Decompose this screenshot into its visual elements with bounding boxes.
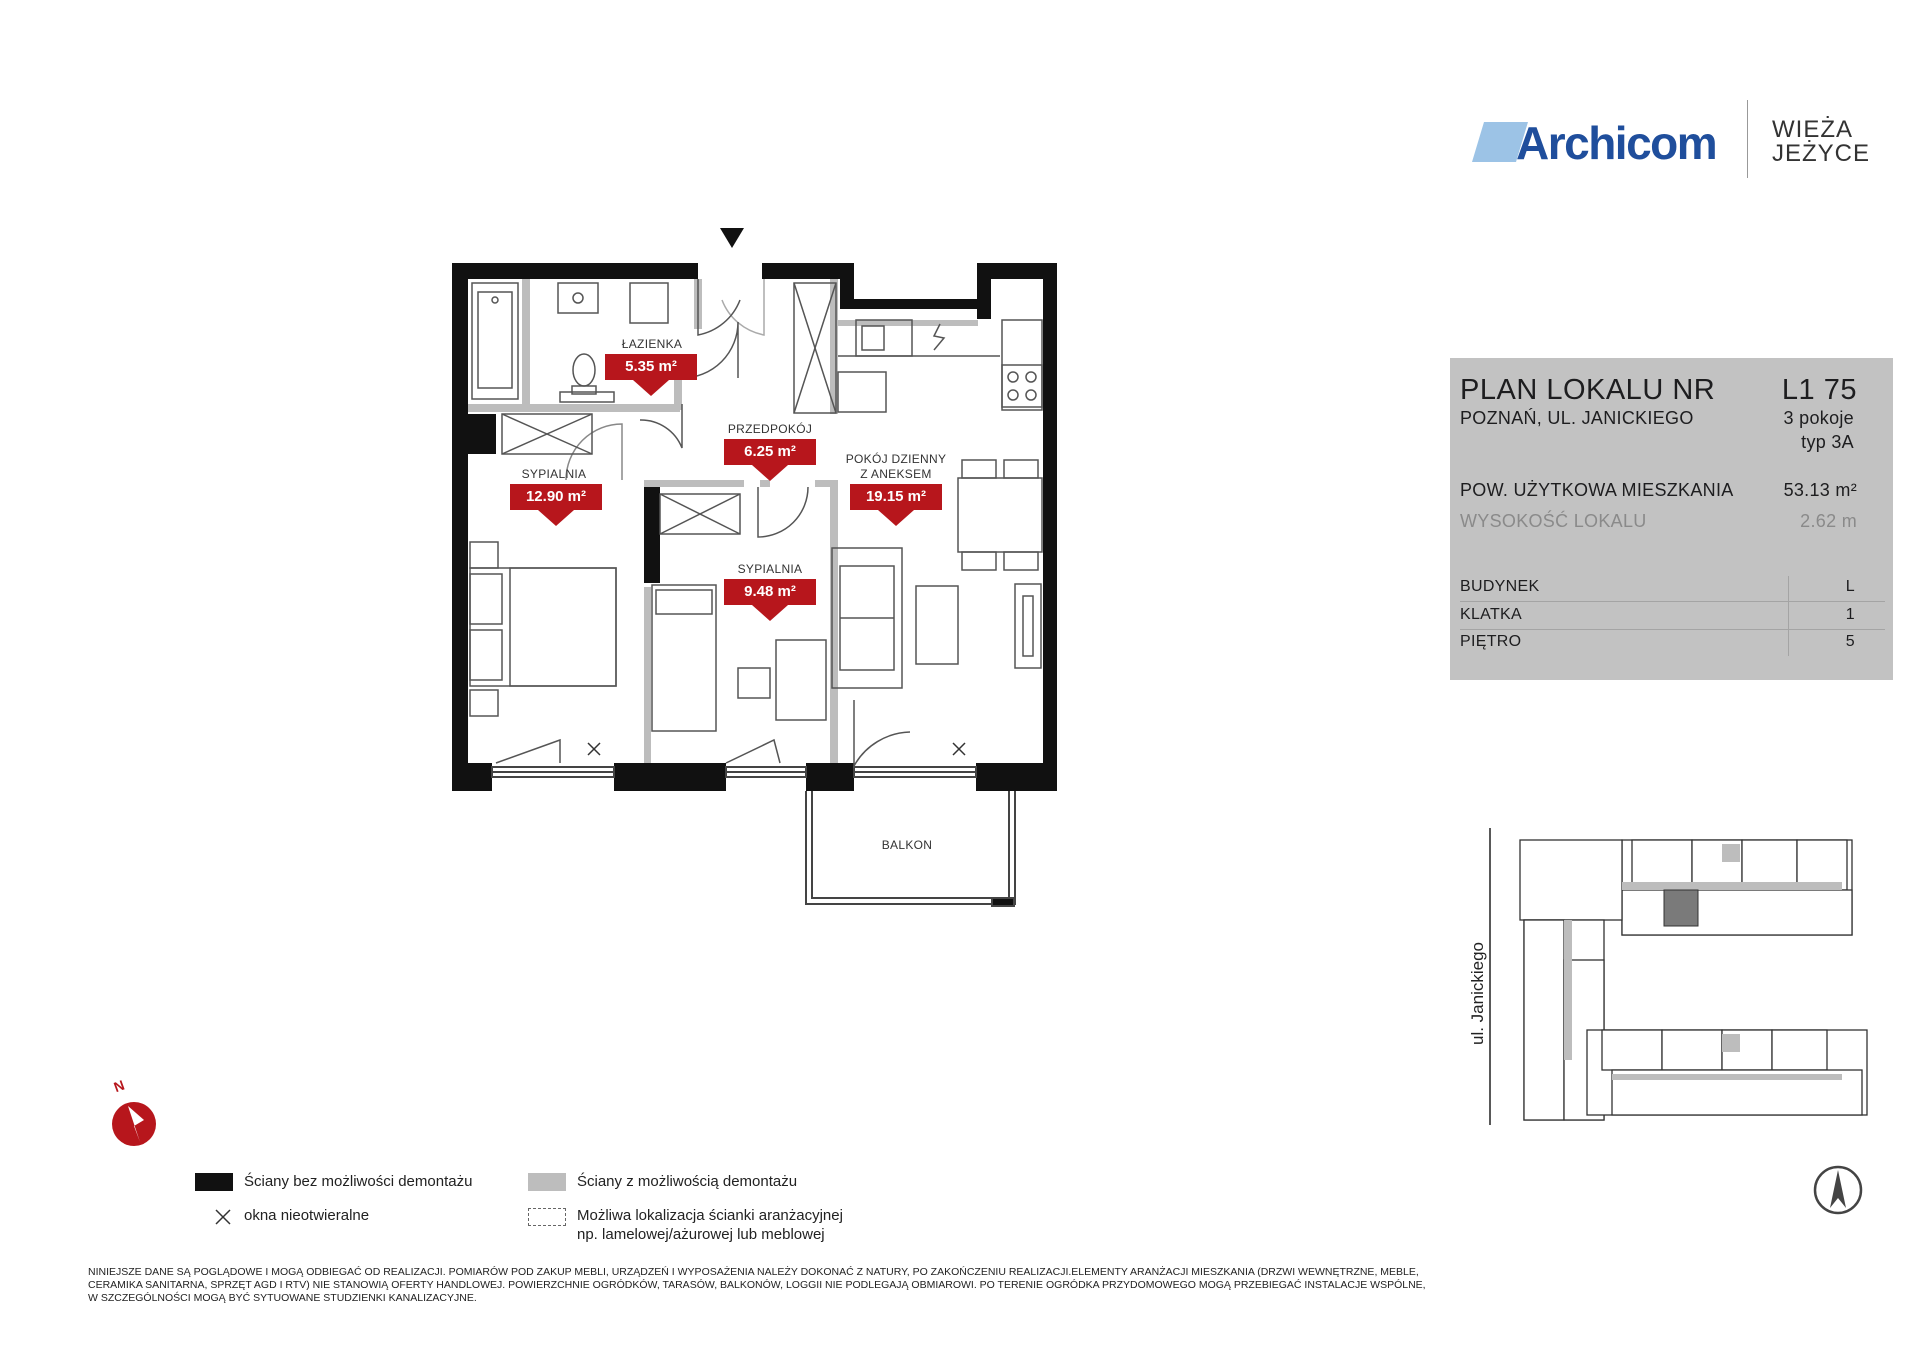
north-arrow-icon [108, 1088, 168, 1148]
compass [108, 1078, 168, 1148]
room-label-bathroom: ŁAZIENKA [621, 337, 683, 351]
legend-partition-line-1: Możliwa lokalizacja ścianki aranżacyjnej [577, 1207, 843, 1224]
room-label-bedroom-1: SYPIALNIA [521, 467, 587, 481]
legend-swatch-removable-walls [528, 1173, 566, 1191]
apartment-info-panel [1450, 358, 1893, 680]
floor-value: 5 [1845, 633, 1855, 650]
area-tag-bathroom: 5.35 m² [605, 354, 697, 380]
room-count: 3 pokoje [1783, 408, 1854, 428]
bedroom2-furniture [652, 585, 826, 731]
investment-line-2: JEŻYCE [1772, 140, 1871, 167]
kitchen [838, 320, 1042, 412]
legend-removable-walls: Ściany z możliwością demontażu [577, 1173, 798, 1190]
plan-title: PLAN LOKALU NR [1460, 374, 1716, 406]
site-north-arrow-icon [1812, 1164, 1864, 1216]
legend-fixed-walls: Ściany bez możliwości demontażu [244, 1173, 473, 1190]
building-value: L [1845, 578, 1855, 595]
usable-area-value: 53.13 m² [1783, 480, 1857, 500]
area-tag-hall: 6.25 m² [724, 439, 816, 465]
area-tag-bedroom-1: 12.90 m² [510, 484, 602, 510]
apartment-type: typ 3A [1801, 432, 1854, 452]
logo-divider [1747, 100, 1748, 178]
height-label: WYSOKOŚĆ LOKALU [1460, 511, 1647, 531]
brand-name: Archicom [1516, 117, 1717, 169]
room-label-living-2: Z ANEKSEM [860, 467, 932, 481]
building-label: BUDYNEK [1460, 578, 1540, 595]
address: POZNAŃ, UL. JANICKIEGO [1460, 408, 1694, 428]
investment-name [1772, 118, 1870, 166]
area-tag-bedroom-2: 9.48 m² [724, 579, 816, 605]
disclaimer: NINIEJSZE DANE SĄ POGLĄDOWE I MOGĄ ODBIEGAĆ OD REALIZACJI. POMIARÓW POD ZAKUP MEBLI, URZĄDZEŃ I WYPOSAŻENIA NALEŻY DOKONAĆ Z NATURY, PO ZAKOŃCZENIU REALIZACJI.ELEMENTY ARANŻACJI MIESZKANIA (DRZWI WEWNĘTRZNE, MEBLE, CERAMIKA SANITARNA, SPRZĘT AGD I RTV) NIE STANOWIĄ OFERTY HANDLOWEJ. POWIERZCHNIE OGRÓDKÓW, TARASÓW, BALKONÓW, LOGGII NIE PODLEGAJĄ OBMIAROWI. PO TERENIE OGRÓDKA PRZYDOMOWEGO MOGĄ PRZEBIEGAĆ INSTALACJE WSPÓLNE, W SZCZEGÓLNOŚCI MOGĄ BYĆ SYTUOWANE STUDZIENKI KANALIZACYJNE. [88, 1266, 1426, 1304]
non-openable-window-icon [214, 1208, 232, 1226]
entrance-arrow-icon [720, 228, 744, 248]
legend-swatch-partition [528, 1208, 566, 1226]
floor-label: PIĘTRO [1460, 633, 1522, 650]
street-label: ul. Janickiego [1468, 941, 1487, 1045]
room-label-hall: PRZEDPOKÓJ [727, 422, 813, 436]
logo [1472, 118, 1872, 178]
apartment-number: L1 75 [1781, 374, 1857, 406]
windows [492, 767, 976, 777]
height-value: 2.62 m [1800, 511, 1857, 531]
legend-swatch-fixed-walls [195, 1173, 233, 1191]
room-label-living-1: POKÓJ DZIENNY [845, 452, 947, 466]
legend-fixed-windows: okna nieotwieralne [244, 1207, 370, 1224]
panel-column-divider [1788, 576, 1789, 656]
usable-area-label: POW. UŻYTKOWA MIESZKANIA [1460, 480, 1734, 500]
compass-letter: N [111, 1076, 127, 1096]
staircase-value: 1 [1845, 606, 1855, 623]
bedroom1-furniture [470, 542, 616, 716]
fixed-walls [452, 263, 1057, 791]
room-label-bedroom-2: SYPIALNIA [737, 562, 803, 576]
investment-line-1: WIEŻA [1772, 116, 1853, 143]
panel-divider [1460, 629, 1885, 630]
legend-partition-line-2: np. lamelowej/ażurowej lub meblowej [577, 1226, 825, 1243]
site-plan [1468, 820, 1882, 1130]
staircase-label: KLATKA [1460, 606, 1522, 623]
selected-apartment-marker [1664, 890, 1698, 926]
panel-divider [1460, 601, 1885, 602]
area-tag-living: 19.15 m² [850, 484, 942, 510]
room-label-balcony: BALKON [881, 838, 933, 852]
